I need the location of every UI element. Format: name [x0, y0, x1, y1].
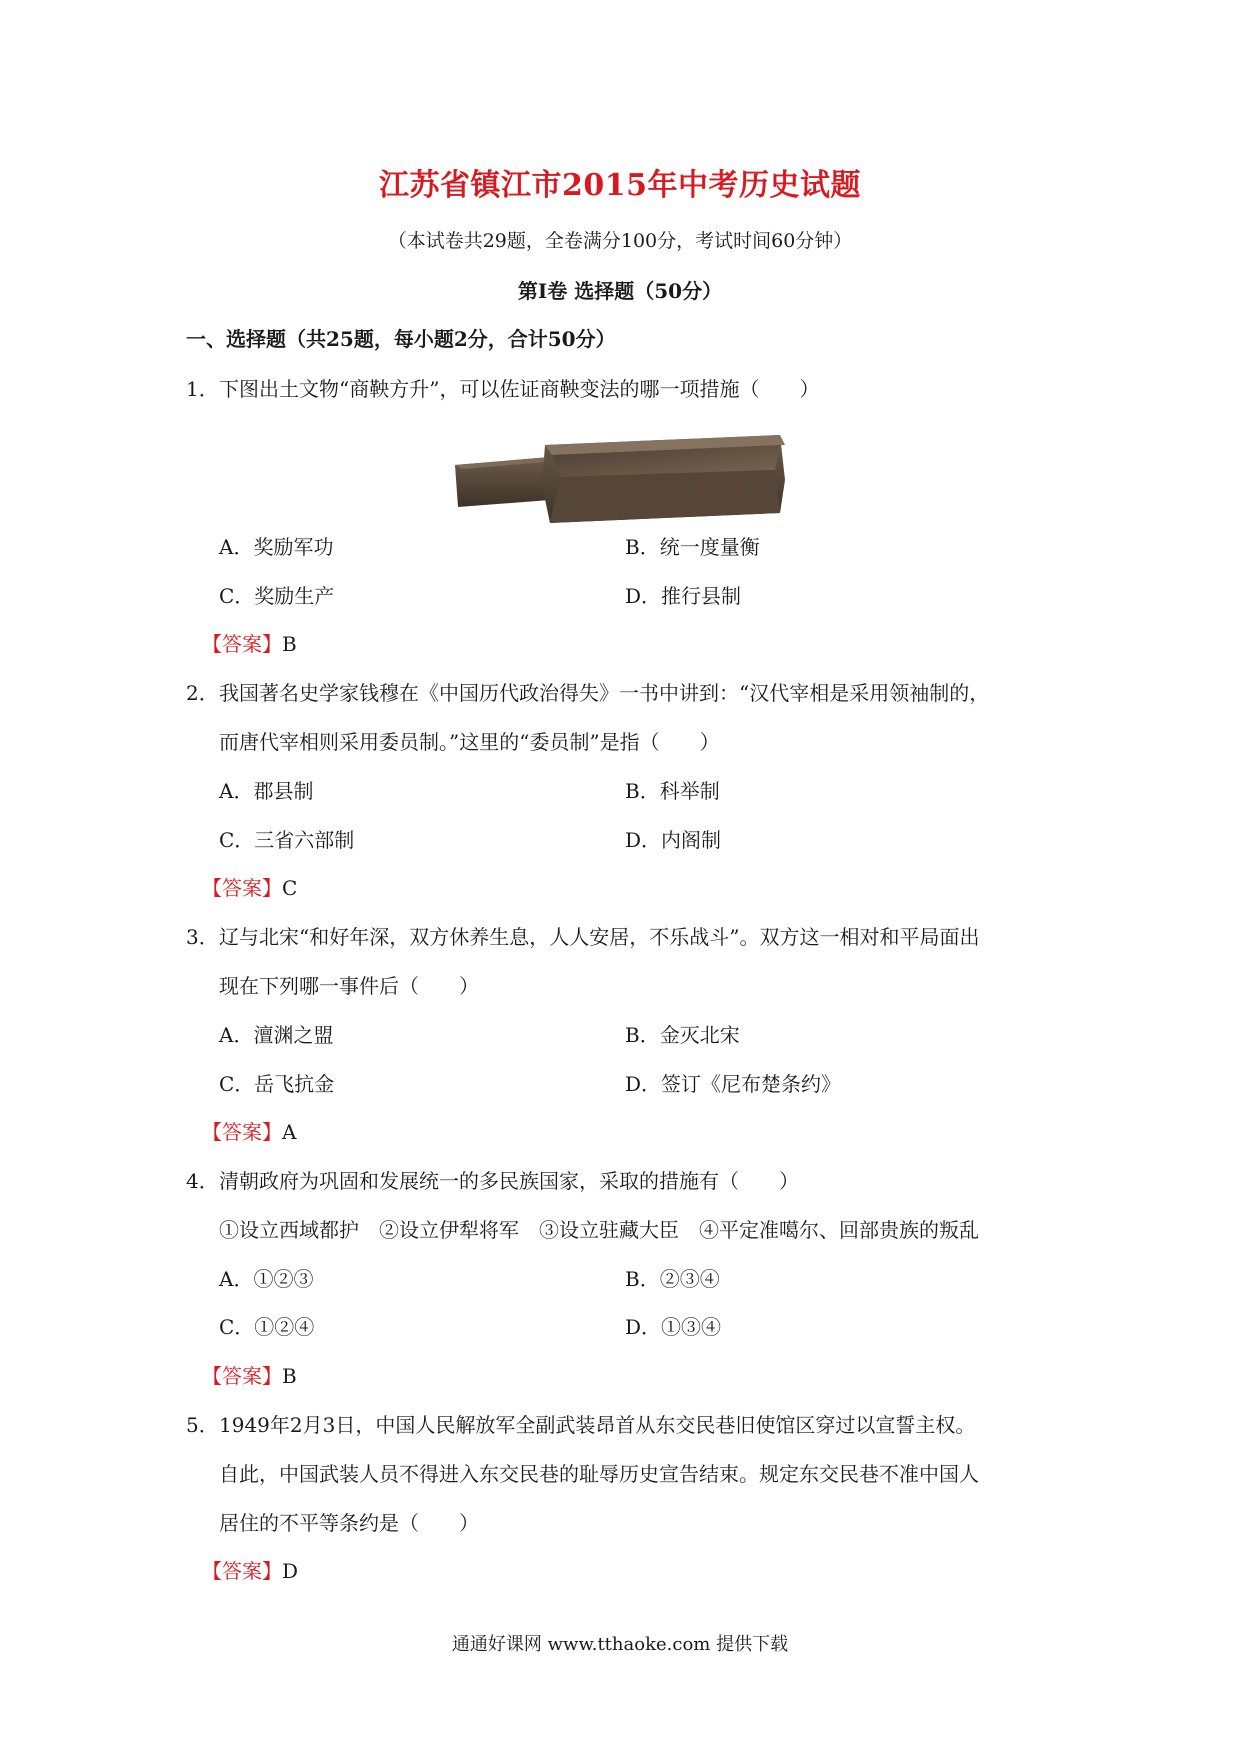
- question-text: 自此，中国武装人员不得进入东交民巷的耻辱历史宣告结束。规定东交民巷不准中国人: [219, 1462, 979, 1486]
- question-text: 辽与北宋“和好年深，双方休养生息，人人安居，不乐战斗”。双方这一相对和平局面出: [219, 925, 980, 949]
- answer-value: B: [282, 1364, 297, 1388]
- option-a: A．①②③: [219, 1267, 314, 1291]
- footer-source: 通通好课网 www.tthaoke.com 提供下载: [451, 1634, 789, 1655]
- option-c: C．奖励生产: [219, 584, 335, 608]
- option-d: D．推行县制: [625, 584, 742, 608]
- option-a: A．澶渊之盟: [219, 1023, 334, 1047]
- option-c: C．①②④: [219, 1315, 315, 1339]
- exam-subtitle: （本试卷共29题，全卷满分100分，考试时间60分钟）: [387, 230, 853, 252]
- option-b: B．科举制: [625, 779, 720, 803]
- question-number: 4．: [186, 1169, 219, 1193]
- option-d: D．内阁制: [625, 828, 722, 852]
- option-b: B．②③④: [625, 1267, 720, 1291]
- answer-label: 【答案】: [202, 632, 282, 656]
- question-text: 现在下列哪一事件后（ ）: [219, 974, 479, 998]
- answer-label: 【答案】: [202, 876, 282, 900]
- section-title: 一、选择题（共25题，每小题2分，合计50分）: [186, 327, 616, 351]
- option-b: B．统一度量衡: [625, 535, 760, 559]
- question-number: 2．: [186, 681, 219, 705]
- exam-title: 江苏省镇江市2015年中考历史试题: [379, 168, 861, 203]
- question-number: 5．: [186, 1413, 219, 1437]
- option-a: A．郡县制: [219, 779, 314, 803]
- part-title: 第Ⅰ卷 选择题（50分）: [517, 279, 723, 303]
- question-text: 而唐代宰相则采用委员制。”这里的“委员制”是指（ ）: [219, 730, 720, 754]
- question-text: 下图出土文物“商鞅方升”，可以佐证商鞅变法的哪一项措施（ ）: [219, 377, 820, 401]
- question-number: 3．: [186, 925, 219, 949]
- answer-line: [202, 628, 297, 657]
- answer-label: 【答案】: [202, 1120, 282, 1144]
- answer-value: C: [282, 876, 298, 900]
- answer-line: [202, 1116, 296, 1145]
- question-items: ①设立西域都护 ②设立伊犁将军 ③设立驻藏大臣 ④平定准噶尔、回部贵族的叛乱: [219, 1218, 979, 1242]
- question-text: 清朝政府为巩固和发展统一的多民族国家，采取的措施有（ ）: [219, 1169, 799, 1193]
- option-c: C．岳飞抗金: [219, 1072, 335, 1096]
- question-text: 我国著名史学家钱穆在《中国历代政治得失》一书中讲到：“汉代宰相是采用领袖制的，: [219, 681, 990, 705]
- answer-value: B: [282, 632, 297, 656]
- question-text: 1949年2月3日，中国人民解放军全副武装昂首从东交民巷旧使馆区穿过以宣誓主权。: [219, 1413, 976, 1437]
- answer-value: A: [282, 1120, 297, 1144]
- option-d: D．签订《尼布楚条约》: [625, 1072, 842, 1096]
- answer-line: [202, 872, 297, 901]
- option-d: D．①③④: [625, 1315, 722, 1339]
- option-c: C．三省六部制: [219, 828, 355, 852]
- answer-label: 【答案】: [202, 1559, 282, 1583]
- option-b: B．金灭北宋: [625, 1023, 740, 1047]
- answer-value: D: [282, 1559, 299, 1583]
- answer-line: [202, 1360, 297, 1389]
- shang-yang-square-sheng-image: [450, 425, 790, 525]
- answer-line: [202, 1555, 298, 1584]
- option-a: A．奖励军功: [219, 535, 334, 559]
- question-text: 居住的不平等条约是（ ）: [219, 1511, 479, 1535]
- question-number: 1．: [186, 377, 219, 401]
- answer-label: 【答案】: [202, 1364, 282, 1388]
